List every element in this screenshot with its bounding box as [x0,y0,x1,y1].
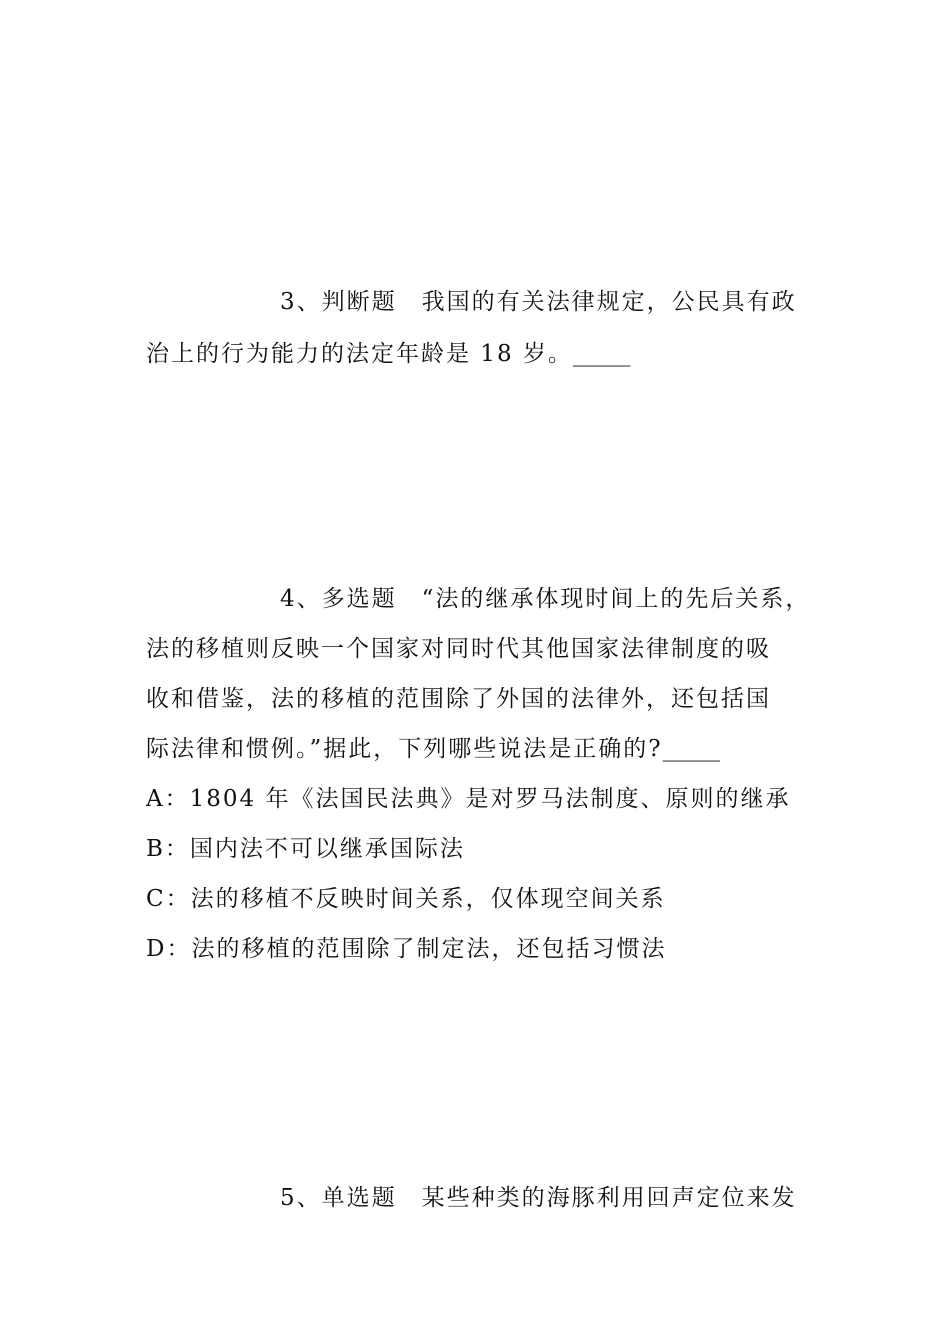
option-d: D：法的移植的范围除了制定法，还包括习惯法 [146,936,667,962]
question-3-line-1: 3、判断题 我国的有关法律规定，公民具有政 [280,289,797,315]
question-3-text: 治上的行为能力的法定年龄是 18 岁。 [146,341,573,367]
question-3-line-2 [146,339,630,369]
option-a: A：1804 年《法国民法典》是对罗马法制度、原则的继承 [146,786,791,812]
question-4-text: 际法律和惯例。”据此，下列哪些说法是正确的? [146,736,663,762]
question-5-line-1: 5、单选题 某些种类的海豚利用回声定位来发 [280,1185,797,1211]
option-c: C：法的移植不反映时间关系，仅体现空间关系 [146,886,666,912]
answer-blank: _____ [662,736,721,762]
question-4-line-2: 法的移植则反映一个国家对同时代其他国家法律制度的吸 [146,636,771,662]
question-4-line-1: 4、多选题 “法的继承体现时间上的先后关系， [280,586,811,612]
answer-blank: _____ [572,341,631,367]
question-4-line-3: 收和借鉴，法的移植的范围除了外国的法律外，还包括国 [146,686,771,712]
option-b: B：国内法不可以继承国际法 [146,836,465,862]
question-4-line-4 [146,734,720,764]
